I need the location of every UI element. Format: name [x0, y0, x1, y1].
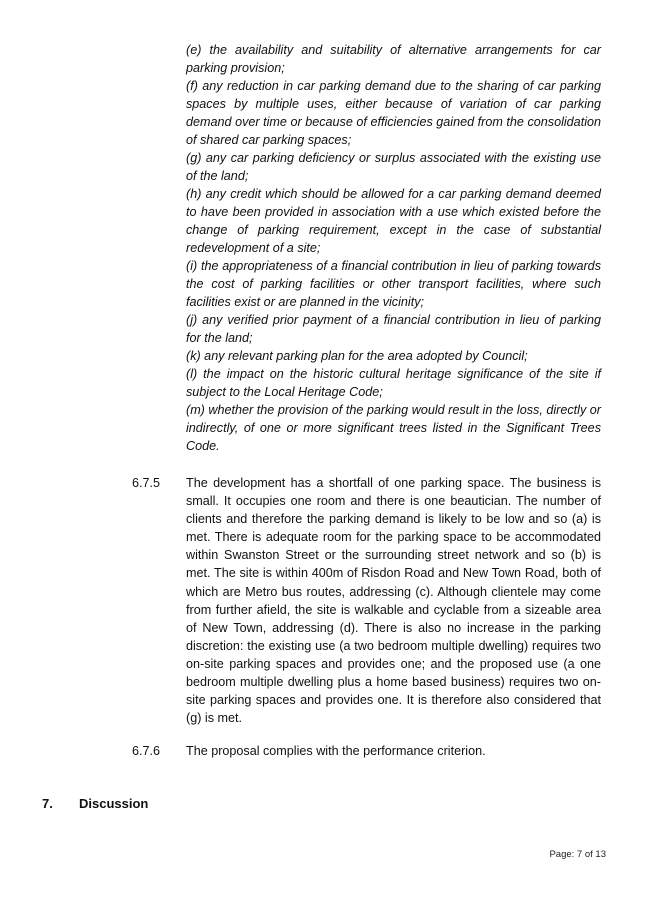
paragraph-number: 6.7.5 [132, 476, 161, 490]
criterion-e: (e) the availability and suitability of alternative arrangements for car parking provision; [186, 43, 601, 75]
section-title: Discussion [79, 796, 149, 811]
paragraph-number: 6.7.6 [132, 744, 161, 758]
section-number: 7. [42, 796, 53, 811]
criterion-l: (l) the impact on the historic cultural heritage significance of the site if subject to the Local Heritage Code; [186, 367, 601, 399]
page-number: Page: 7 of 13 [549, 849, 606, 860]
criterion-m: (m) whether the provision of the parking would result in the loss, directly or indirectly, of one or more significant trees listed in the Significant Trees Code. [186, 403, 601, 453]
criterion-h: (h) any credit which should be allowed for a car parking demand deemed to have been provided in association with a use which existed before the change of parking requirement, except in the case of substantial redevelopment of a site; [186, 187, 601, 255]
paragraph-text: The development has a shortfall of one parking space. The business is small. It occupies one room and there is one beautician. The number of clients and therefore the parking demand is likely to be low and so (a) is met. There is adequate room for the parking space to be accommodated within Swanston Street or the surrounding street network and so (b) is met. The site is within 400m of Risdon Road and New Town Road, both of which are Metro bus routes, addressing (c). Although clientele may come from further afield, the site is walkable and cyclable from a sizeable area of New Town, addressing (d). There is also no increase in the parking discretion: the existing use (a two bedroom multiple dwelling) requires two on-site parking spaces and provides one; and the proposed use (a one bedroom multiple dwelling plus a home based business) requires two on-site parking spaces and provides one. It is therefore also considered that (g) is met. [186, 476, 601, 726]
criterion-j: (j) any verified prior payment of a financial contribution in lieu of parking for the land; [186, 313, 601, 345]
criterion-f: (f) any reduction in car parking demand due to the sharing of car parking spaces by multiple uses, either because of variation of car parking demand over time or because of efficiencies gained from the consolidation of shared car parking spaces; [186, 79, 601, 147]
criterion-g: (g) any car parking deficiency or surplus associated with the existing use of the land; [186, 151, 601, 183]
criterion-i: (i) the appropriateness of a financial contribution in lieu of parking towards the cost of parking facilities or other transport facilities, where such facilities exist or are planned in the vicinity; [186, 259, 601, 309]
paragraph-text: The proposal complies with the performance criterion. [186, 744, 486, 758]
criterion-k: (k) any relevant parking plan for the area adopted by Council; [186, 349, 528, 363]
criteria-list [186, 41, 601, 455]
